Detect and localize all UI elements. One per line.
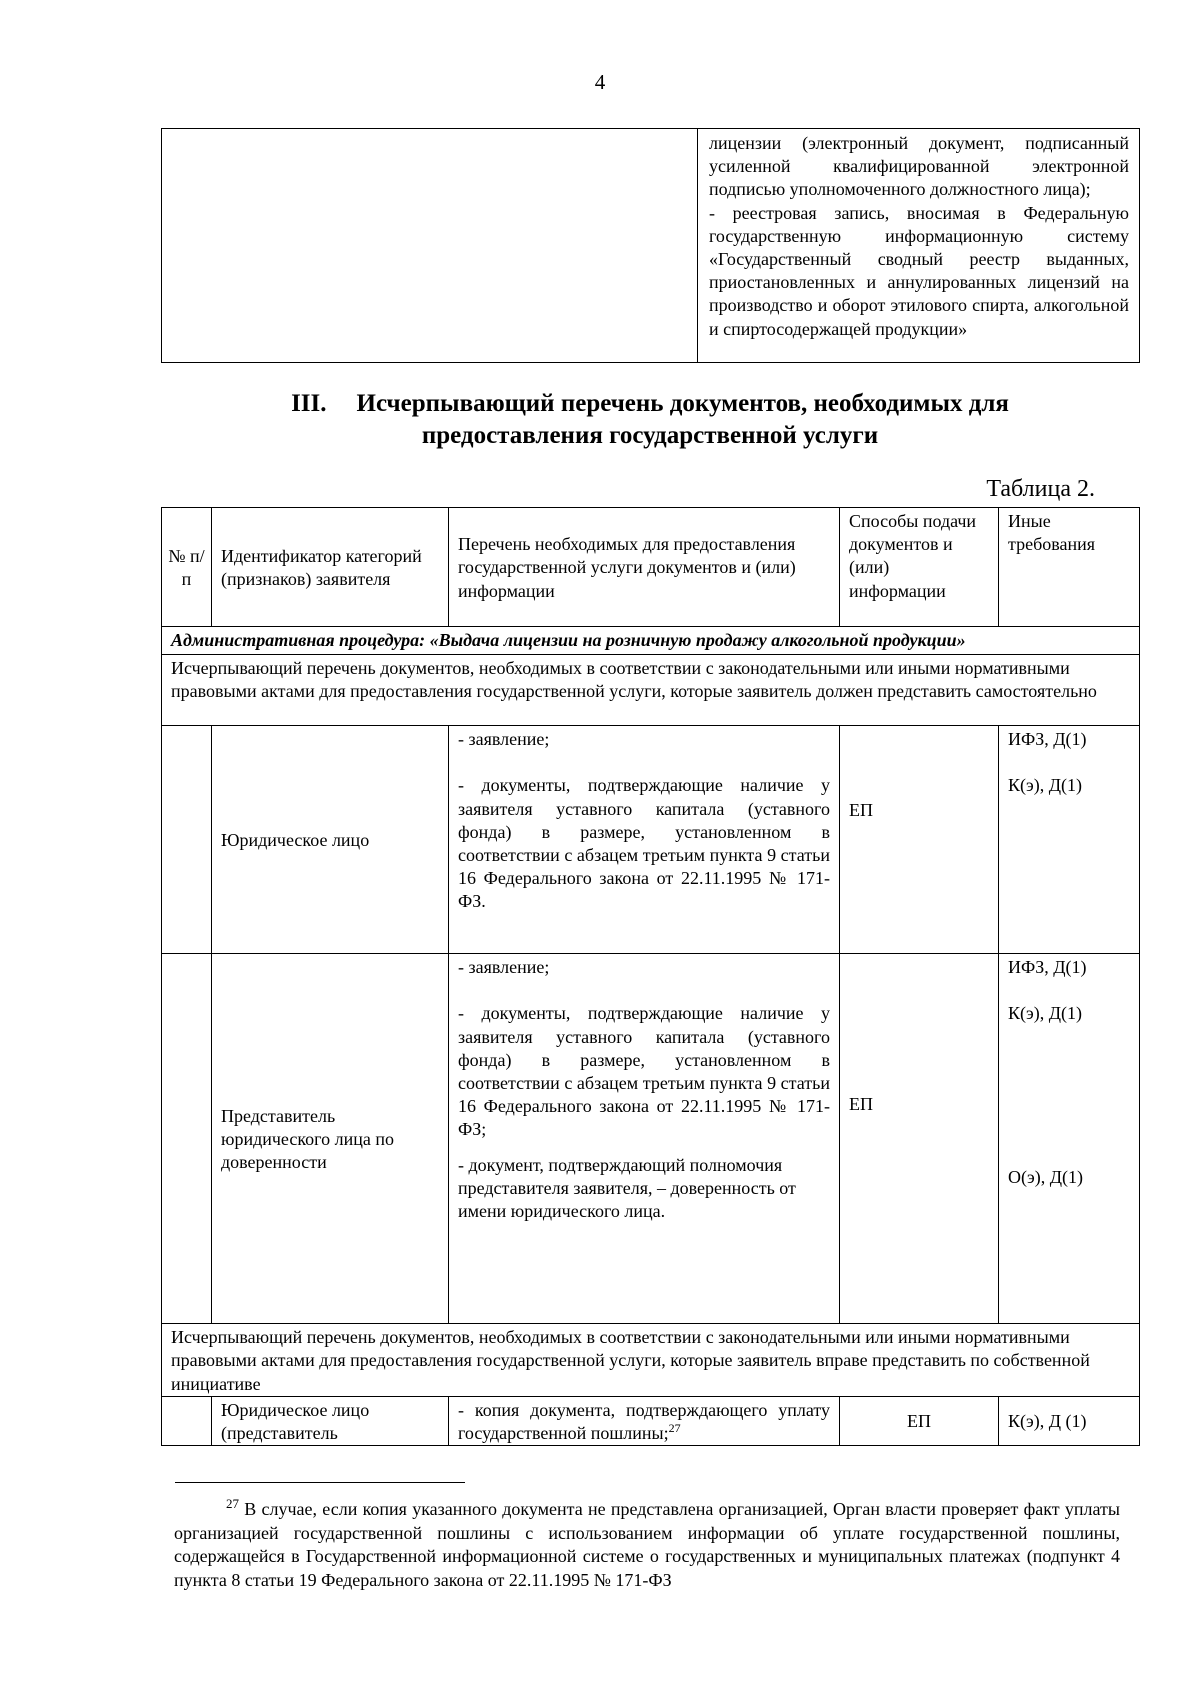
row-2-method: ЕП bbox=[849, 1094, 873, 1115]
footnote bbox=[174, 1498, 1120, 1592]
table-header-row bbox=[162, 508, 1140, 627]
header-other: Иные требования bbox=[999, 508, 1140, 627]
table-row bbox=[162, 129, 1140, 363]
row-2-req-2: К(э), Д(1) bbox=[1008, 1003, 1082, 1024]
continuation-table bbox=[161, 128, 1140, 363]
group-2-title: Исчерпывающий перечень документов, необходимых в соответствии с законодательными или иными нормативными правовыми актами для предоставления государственной услуги, которые заявитель вправе представить по собственной инициативе bbox=[162, 1324, 1140, 1397]
row-3-doc-1: - копия документа, подтверждающего уплату государственной пошлины; bbox=[458, 1399, 830, 1444]
row-3-documents bbox=[449, 1396, 840, 1445]
row-2-req-1: ИФЗ, Д(1) bbox=[1008, 957, 1087, 978]
section-title-line-1: Исчерпывающий перечень документов, необходимых для bbox=[356, 390, 1009, 417]
footnote-divider bbox=[175, 1482, 465, 1483]
row-3-req-1: К(э), Д (1) bbox=[999, 1396, 1140, 1445]
section-title-line-2: предоставления государственной услуги bbox=[421, 422, 879, 449]
continuation-cell bbox=[698, 129, 1140, 363]
row-2-method-cell bbox=[840, 954, 999, 1324]
page-number: 4 bbox=[594, 70, 606, 94]
empty-cell bbox=[162, 129, 698, 363]
header-category: Идентификатор категорий (признаков) заявителя bbox=[212, 508, 449, 627]
footnote-text: В случае, если копия указанного документа не представлена организацией, Орган власти проверяет факт уплаты организацией государственной пошлины с использованием информации об уплате государственной пошлины, содержащейся в Государственной информационной системе о государственных и муниципальных платежах (подпункт 4 пункта 8 статьи 19 Федерального закона от 22.11.1995 № 171-ФЗ bbox=[174, 1499, 1120, 1590]
header-methods: Способы подачи документов и (или) информации bbox=[840, 508, 999, 627]
procedure-row bbox=[162, 627, 1140, 655]
row-2-req-3: О(э), Д(1) bbox=[1008, 1166, 1083, 1187]
row-1-requirements bbox=[999, 726, 1140, 954]
row-1-doc-2: - документы, подтверждающие наличие у заявителя уставного капитала (уставного фонда) в размере, установленном в соответствии с абзацем третьим пункта 9 статьи 16 Федерального закона от 22.11.1995 № 171-ФЗ. bbox=[458, 775, 830, 912]
row-3-method: ЕП bbox=[840, 1396, 999, 1445]
row-2-category: Представитель юридического лица по доверенности bbox=[212, 954, 449, 1324]
row-num-cell bbox=[162, 726, 212, 954]
header-num: № п/п bbox=[162, 508, 212, 627]
table-row bbox=[162, 954, 1140, 1324]
row-1-documents bbox=[449, 726, 840, 954]
row-3-category: Юридическое лицо (представитель bbox=[212, 1396, 449, 1445]
section-heading bbox=[161, 388, 1139, 452]
footnote-ref: 27 bbox=[668, 1421, 681, 1436]
row-1-req-2: К(э), Д(1) bbox=[1008, 775, 1082, 796]
row-num-cell bbox=[162, 954, 212, 1324]
row-2-requirements bbox=[999, 954, 1140, 1324]
row-1-doc-1: - заявление; bbox=[458, 729, 550, 750]
row-1-category: Юридическое лицо bbox=[212, 726, 449, 954]
table-row bbox=[162, 726, 1140, 954]
header-documents: Перечень необходимых для предоставления государственной услуги документов и (или) информации bbox=[449, 508, 840, 627]
row-num-cell bbox=[162, 1396, 212, 1445]
row-1-method: ЕП bbox=[840, 726, 999, 954]
procedure-title: Административная процедура: «Выдача лицензии на розничную продажу алкогольной продукции» bbox=[162, 627, 1140, 655]
row-2-doc-1: - заявление; bbox=[458, 957, 550, 978]
continuation-para-1: лицензии (электронный документ, подписанный усиленной квалифицированной электронной подписью уполномоченного должностного лица); bbox=[709, 133, 1129, 200]
row-1-req-1: ИФЗ, Д(1) bbox=[1008, 729, 1087, 750]
group-1-title: Исчерпывающий перечень документов, необходимых в соответствии с законодательными или иными нормативными правовыми актами для предоставления государственной услуги, которые заявитель должен представить самостоятельно bbox=[162, 655, 1140, 726]
row-2-doc-2: - документы, подтверждающие наличие у заявителя уставного капитала (уставного фонда) в размере, установленном в соответствии с абзацем третьим пункта 9 статьи 16 Федерального закона от 22.11.1995 № 171-ФЗ; bbox=[458, 1003, 830, 1140]
table-caption: Таблица 2. bbox=[986, 476, 1095, 502]
table-row bbox=[162, 1396, 1140, 1445]
group-title-row bbox=[162, 1324, 1140, 1397]
footnote-number: 27 bbox=[226, 1496, 239, 1511]
continuation-para-2: - реестровая запись, вносимая в Федеральную государственную информационную систему «Государственный сводный реестр выданных, приостановленных и аннулированных лицензий на производство и оборот этилового спирта, алкогольной и спиртосодержащей продукции» bbox=[709, 202, 1129, 339]
row-2-doc-3: - документ, подтверждающий полномочия представителя заявителя, – доверенность от имени юридического лица. bbox=[458, 1154, 796, 1222]
section-number: III. bbox=[291, 390, 327, 417]
row-2-documents bbox=[449, 954, 840, 1324]
documents-table bbox=[161, 507, 1140, 1446]
group-title-row bbox=[162, 655, 1140, 726]
